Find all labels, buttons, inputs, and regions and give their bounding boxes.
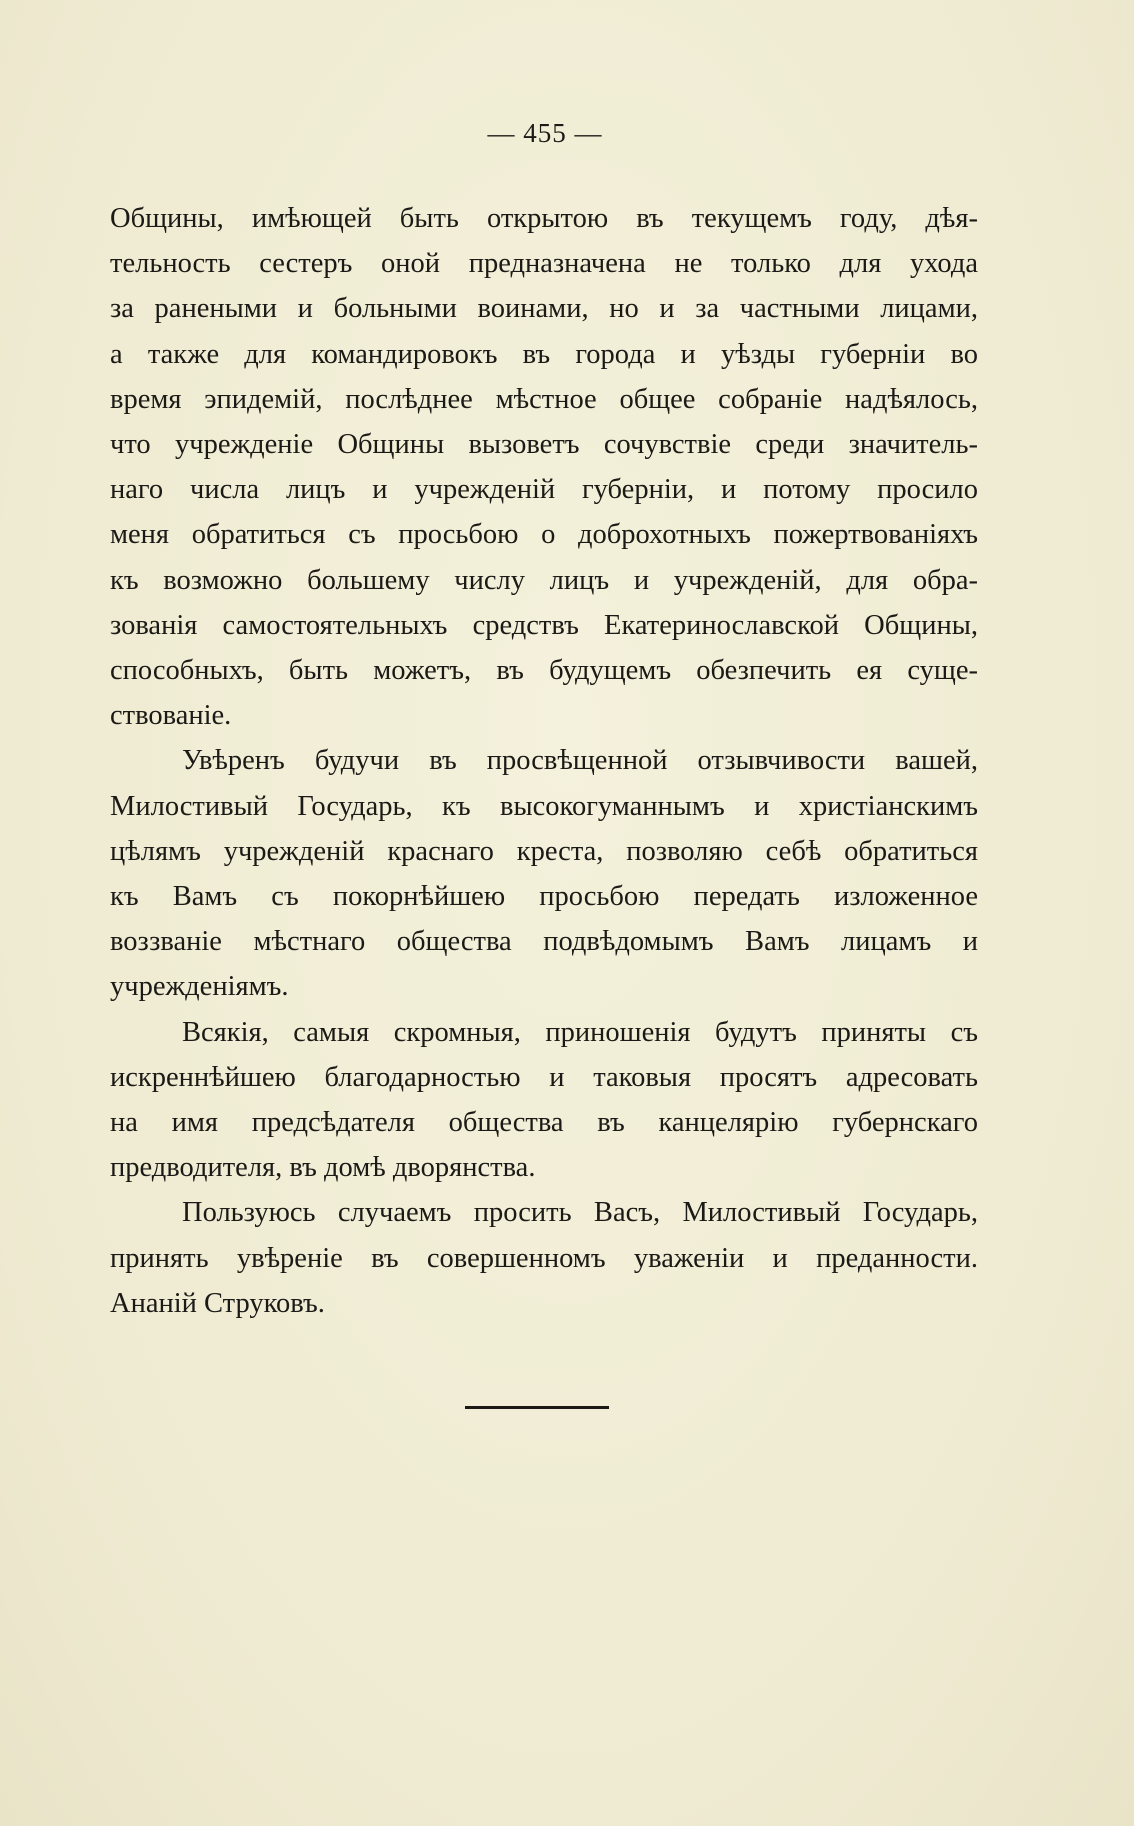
text-line: за ранеными и больными воинами, но и за частными лицами, (110, 293, 978, 325)
text-line: искреннѣйшею благодарностью и таковыя просятъ адресовать (110, 1061, 978, 1093)
text-line: предводителя, въ домѣ дворянства. (110, 1152, 536, 1184)
signature (110, 1281, 978, 1326)
letter-body (110, 196, 978, 1326)
text-line: къ Вамъ съ покорнѣйшею просьбою передать изложенное (110, 881, 978, 913)
text-line: учрежденіямъ. (110, 971, 289, 1003)
text-line: время эпидемій, послѣднее мѣстное общее собраніе надѣялось, (110, 383, 978, 415)
text-line: что учрежденіе Общины вызоветъ сочувствіе среди значитель- (110, 429, 978, 461)
text-line: воззваніе мѣстнаго общества подвѣдомымъ Вамъ лицамъ и (110, 926, 978, 958)
paragraph-2 (110, 738, 978, 1009)
text-line: Увѣренъ будучи въ просвѣщенной отзывчивости вашей, (182, 745, 978, 777)
text-line: Всякія, самыя скромныя, приношенія будутъ приняты съ (182, 1016, 978, 1048)
text-line: меня обратиться съ просьбою о доброхотныхъ пожертвованіяхъ (110, 519, 978, 551)
text-line: наго числа лицъ и учрежденій губерніи, и потому просило (110, 474, 978, 506)
paragraph-1 (110, 196, 978, 738)
text-line: Общины, имѣющей быть открытою въ текущемъ году, дѣя- (110, 203, 978, 234)
text-line: ствованіе. (110, 700, 232, 732)
text-line: а также для командировокъ въ города и уѣзды губерніи во (110, 338, 978, 370)
page-number: — 455 — (487, 118, 603, 148)
text-line: на имя предсѣдателя общества въ канцелярію губернскаго (110, 1107, 978, 1139)
text-line: тельность сестеръ оной предназначена не только для ухода (110, 248, 978, 280)
text-line: принять увѣреніе въ совершенномъ уваженіи и преданности. (110, 1242, 978, 1274)
paragraph-4 (110, 1190, 978, 1280)
text-line: цѣлямъ учрежденій краснаго креста, позволяю себѣ обратиться (110, 835, 978, 867)
text-line: способныхъ, быть можетъ, въ будущемъ обезпечить ея суще- (110, 655, 978, 687)
text-line: Пользуюсь случаемъ просить Васъ, Милостивый Государь, (182, 1197, 978, 1229)
text-line: зованія самостоятельныхъ средствъ Екатеринославской Общины, (110, 609, 978, 641)
closing-rule (465, 1406, 609, 1409)
text-line: Милостивый Государь, къ высокогуманнымъ и христіанскимъ (110, 790, 978, 822)
paragraph-3 (110, 1010, 978, 1191)
text-line: къ возможно большему числу лицъ и учрежденій, для обра- (110, 564, 978, 596)
signature-line: Ананій Струковъ. (110, 1287, 325, 1319)
